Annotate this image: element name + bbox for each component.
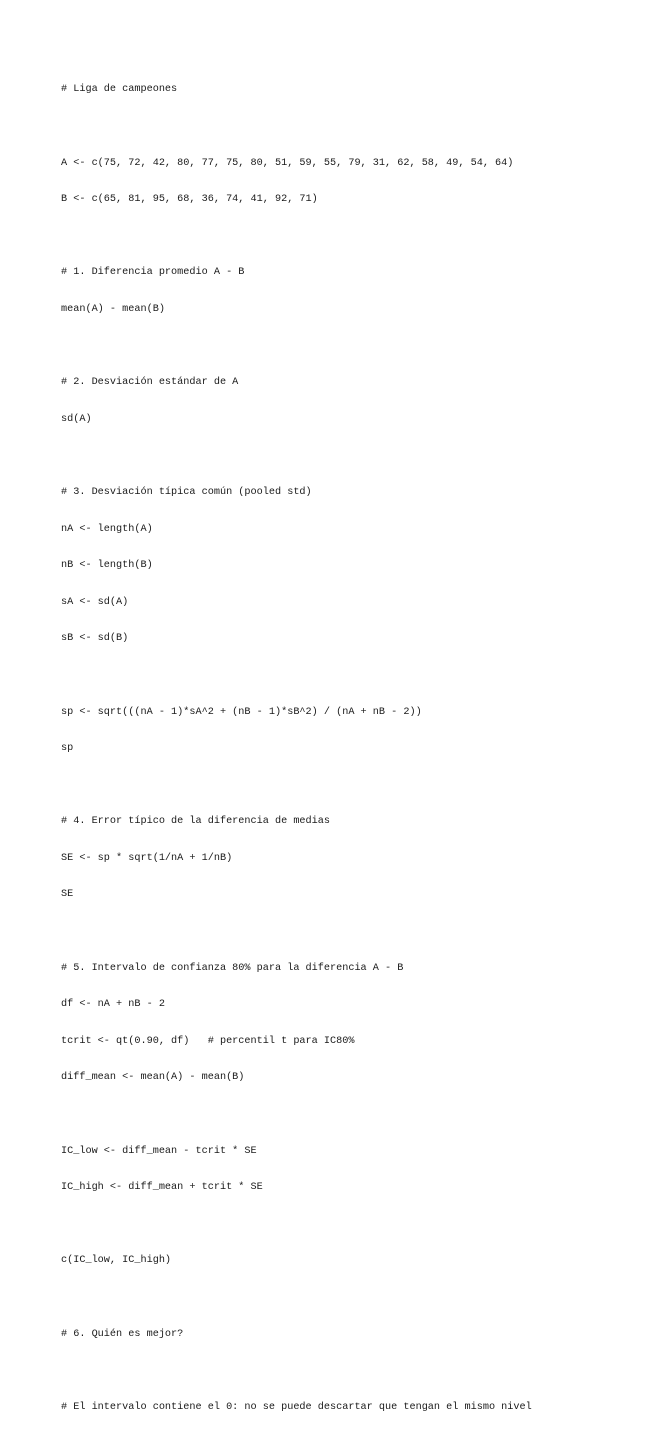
code-line: tcrit <- qt(0.90, df) # percentil t para IC80% — [61, 1035, 355, 1047]
blank-line — [61, 121, 651, 133]
blank-line — [61, 780, 651, 792]
comment-line: # 3. Desviación típica común (pooled std) — [61, 486, 312, 498]
blank-line — [61, 1365, 651, 1377]
code-line: nB <- length(B) — [61, 560, 153, 572]
blank-line — [61, 926, 651, 938]
comment-line: # 4. Error típico de la diferencia de medias — [61, 816, 330, 828]
comment-line: # El intervalo contiene el 0: no se puede descartar que tengan el mismo nivel — [61, 1401, 532, 1413]
code-line: sB <- sd(B) — [61, 633, 129, 645]
code-line: A <- c(75, 72, 42, 80, 77, 75, 80, 51, 59, 55, 79, 31, 62, 58, 49, 54, 64) — [61, 157, 514, 169]
blank-line — [61, 341, 651, 353]
code-line: IC_low <- diff_mean - tcrit * SE — [61, 1145, 257, 1157]
code-line: mean(A) - mean(B) — [61, 303, 165, 315]
code-line: sd(A) — [61, 413, 92, 425]
code-line: B <- c(65, 81, 95, 68, 36, 74, 41, 92, 71) — [61, 194, 318, 206]
blank-line — [61, 1109, 651, 1121]
comment-line: # 6. Quién es mejor? — [61, 1328, 184, 1340]
code-line: sA <- sd(A) — [61, 596, 129, 608]
code-line: c(IC_low, IC_high) — [61, 1255, 172, 1267]
comment-line: # 1. Diferencia promedio A - B — [61, 267, 245, 279]
blank-line — [61, 1292, 651, 1304]
blank-line — [61, 450, 651, 462]
code-line: sp — [61, 743, 74, 755]
comment-line: # 2. Desviación estándar de A — [61, 377, 239, 389]
comment-line: # Liga de campeones — [61, 84, 178, 96]
blank-line — [61, 231, 651, 243]
code-line: nA <- length(A) — [61, 523, 153, 535]
code-line: IC_high <- diff_mean + tcrit * SE — [61, 1182, 263, 1194]
comment-line: # 5. Intervalo de confianza 80% para la diferencia A - B — [61, 962, 404, 974]
blank-line — [61, 1219, 651, 1231]
code-line: sp <- sqrt(((nA - 1)*sA^2 + (nB - 1)*sB^2) / (nA + nB - 2)) — [61, 706, 422, 718]
code-line: SE <- sp * sqrt(1/nA + 1/nB) — [61, 852, 233, 864]
code-line: df <- nA + nB - 2 — [61, 999, 165, 1011]
code-block — [61, 60, 651, 1438]
code-line: diff_mean <- mean(A) - mean(B) — [61, 1072, 245, 1084]
blank-line — [61, 670, 651, 682]
code-line: SE — [61, 889, 74, 901]
